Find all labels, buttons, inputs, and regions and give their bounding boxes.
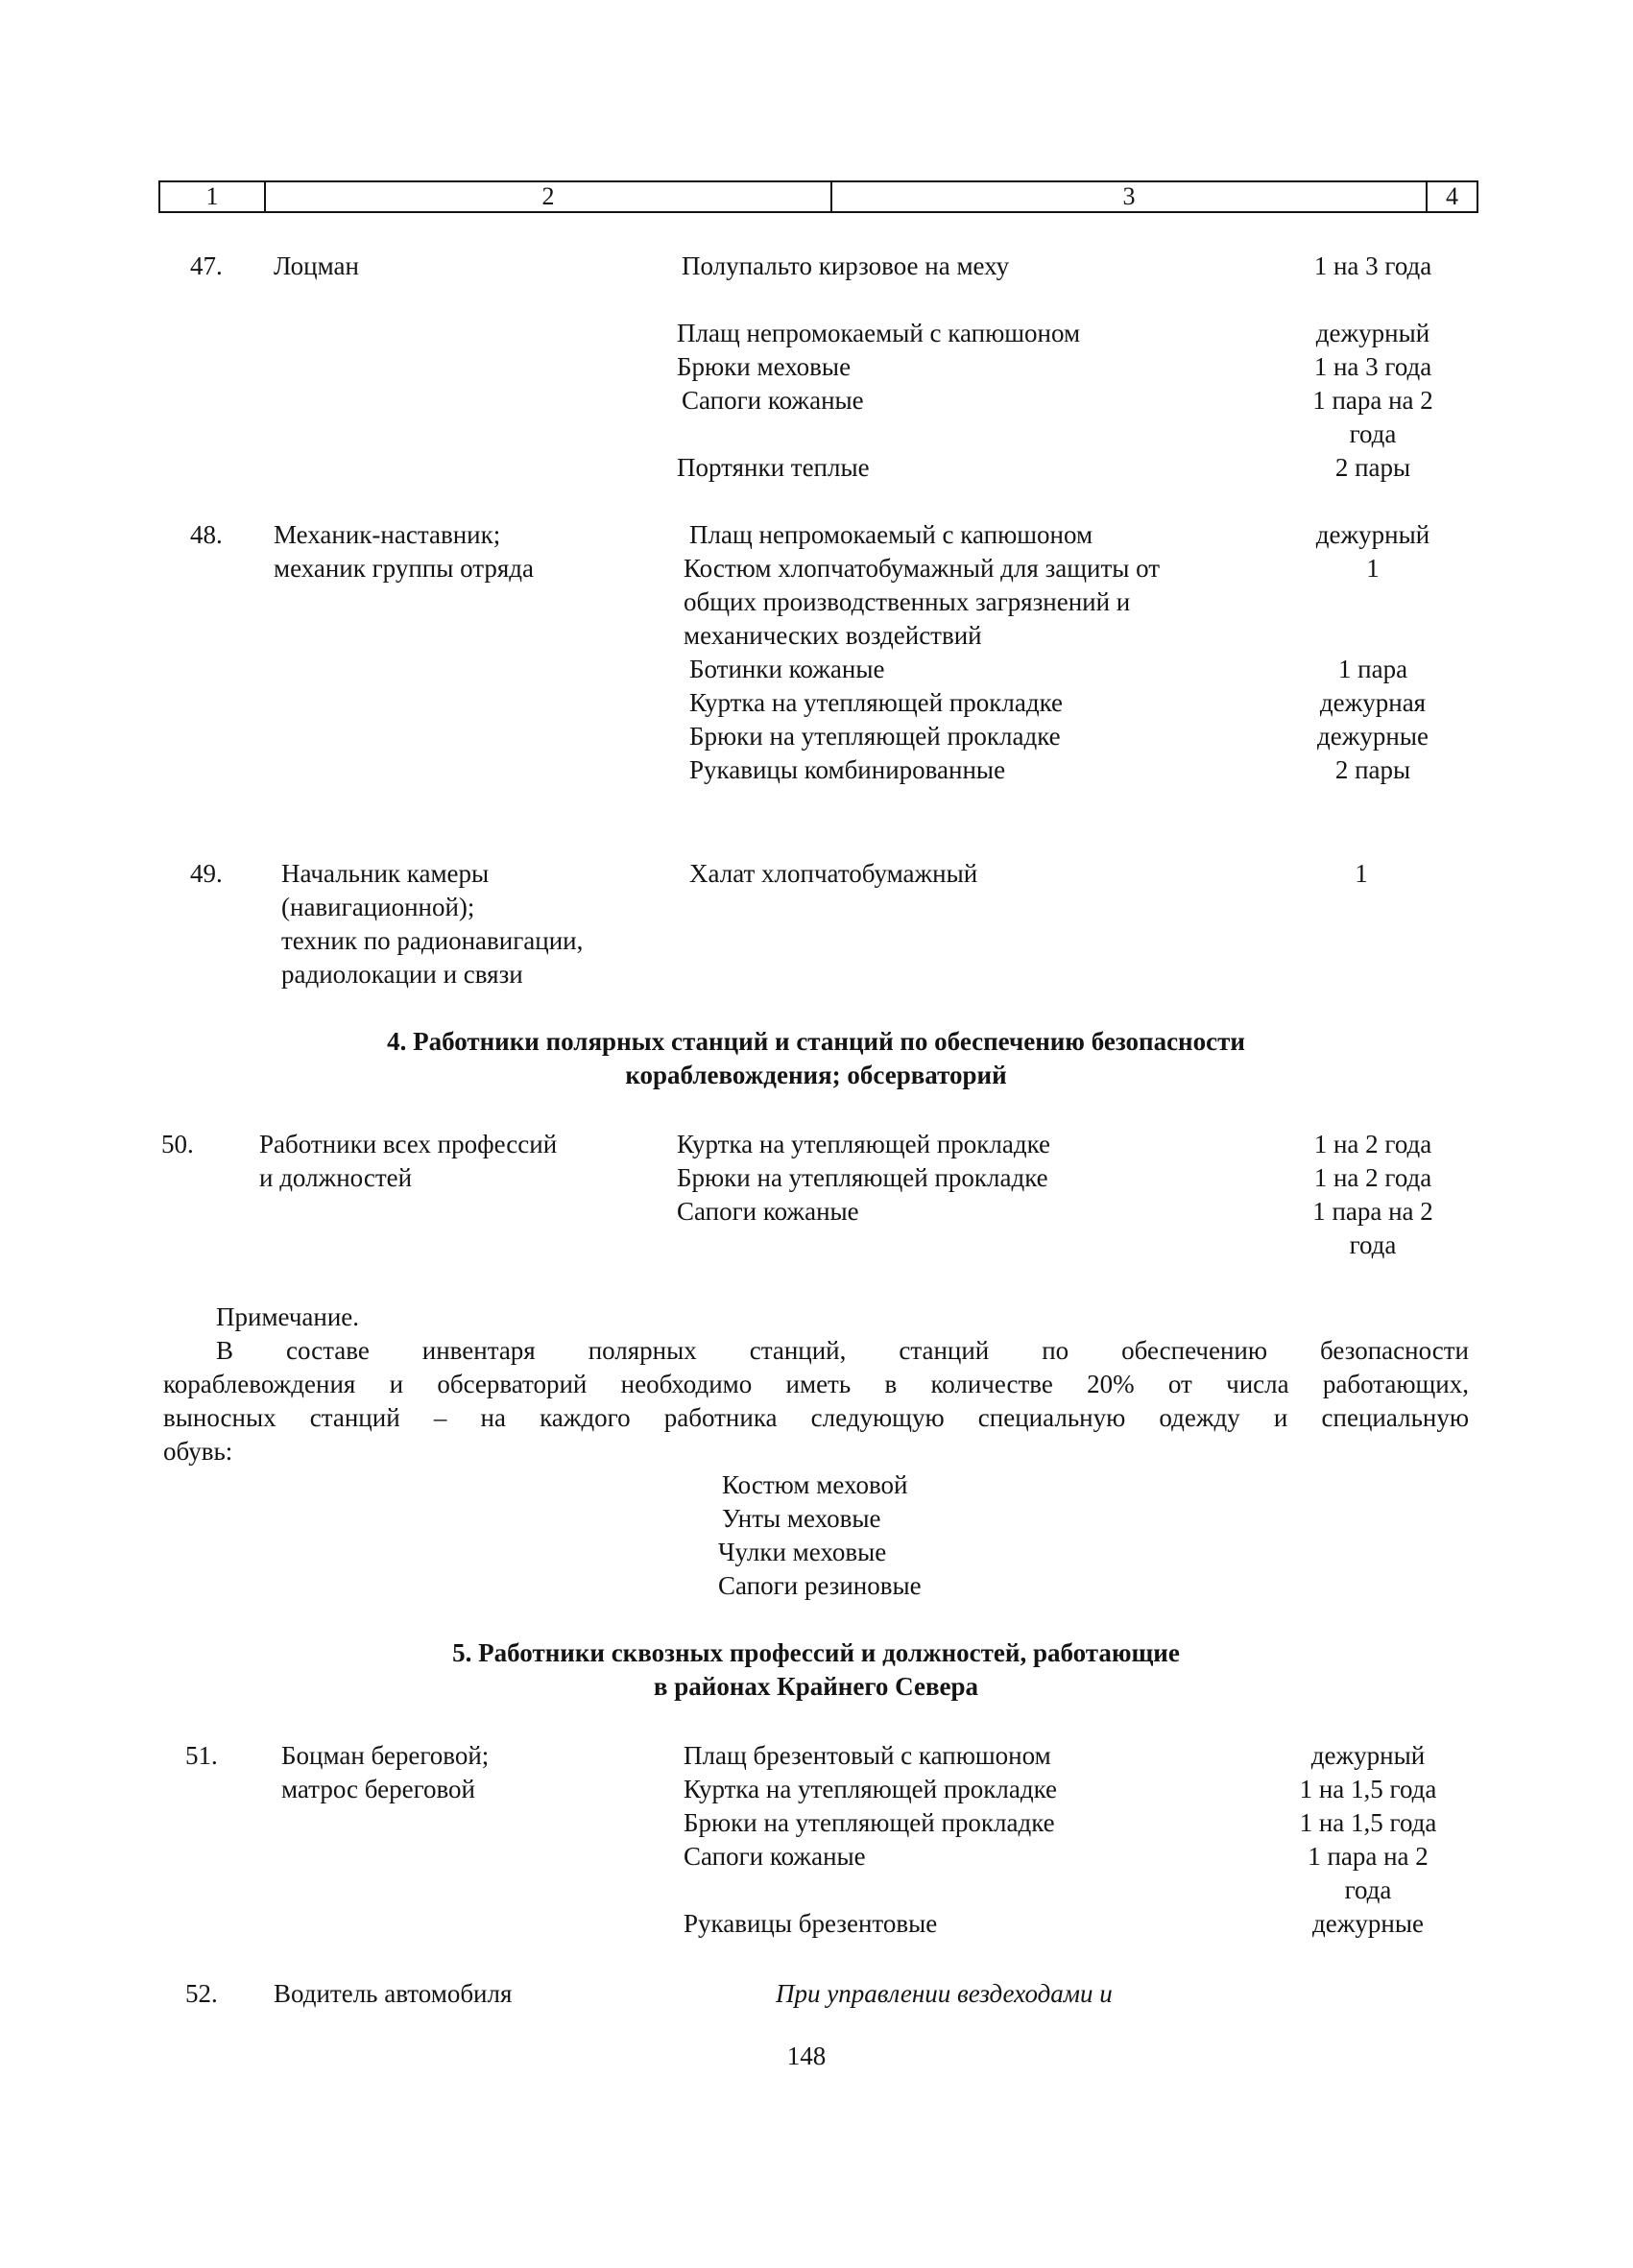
- note-title: Примечание.: [216, 1302, 360, 1331]
- item-norm-cont: года: [1344, 1875, 1392, 1904]
- entry-number: 47.: [190, 251, 223, 280]
- item-norm: 1 пара на 2: [1312, 386, 1433, 415]
- item-norm: дежурный: [1315, 319, 1430, 347]
- item-norm-cont: года: [1349, 419, 1397, 448]
- item-name: Брюки на утепляющей прокладке: [677, 1163, 1048, 1192]
- item-name: Брюки меховые: [677, 352, 852, 381]
- item-name: Брюки на утепляющей прокладке: [689, 722, 1061, 751]
- header-col-2: 2: [541, 182, 555, 210]
- item-name: Халат хлопчатобумажный: [689, 859, 978, 888]
- item-name: Рукавицы комбинированные: [689, 755, 1006, 784]
- position-title: Лоцман: [274, 251, 359, 280]
- item-norm: дежурные: [1312, 1909, 1424, 1938]
- entry-number: 49.: [190, 859, 223, 888]
- item-name: Сапоги кожаные: [677, 1197, 859, 1226]
- position-title-cont: и должностей: [259, 1163, 413, 1192]
- note-line: выносных станций – на каждого работника следующую специальную одежду и специальную: [163, 1403, 1469, 1432]
- position-title: Механик-наставник;: [274, 520, 501, 549]
- item-name-cont: механических воздействий: [684, 621, 982, 650]
- note-list-item: Сапоги резиновые: [718, 1571, 922, 1600]
- item-norm: 1 на 2 года: [1313, 1130, 1432, 1158]
- position-title: Начальник камеры: [281, 859, 490, 888]
- item-name: Полупальто кирзовое на меху: [682, 251, 1010, 280]
- item-name: Куртка на утепляющей прокладке: [684, 1775, 1058, 1803]
- note-line: кораблевождения и обсерваторий необходимо иметь в количестве 20% от числа работающих,: [163, 1370, 1469, 1398]
- position-title-cont: техник по радионавигации,: [281, 926, 584, 955]
- item-norm: 1 на 1,5 года: [1299, 1808, 1437, 1837]
- header-col-3: 3: [1122, 182, 1136, 210]
- item-name: Плащ непромокаемый с капюшоном: [689, 520, 1093, 549]
- note-list-item: Костюм меховой: [722, 1470, 908, 1499]
- section-5-heading-cont: в районах Крайнего Севера: [653, 1672, 979, 1701]
- item-name: Сапоги кожаные: [684, 1842, 866, 1871]
- item-norm: 2 пары: [1334, 755, 1411, 784]
- note-list-item: Чулки меховые: [718, 1538, 887, 1566]
- note-line: обувь:: [163, 1437, 233, 1466]
- item-name: Ботинки кожаные: [689, 655, 885, 683]
- item-norm-cont: года: [1349, 1230, 1397, 1259]
- section-4-heading-cont: кораблевождения; обсерваторий: [625, 1061, 1007, 1089]
- section-5-heading: 5. Работники сквозных профессий и должностей, работающие: [452, 1638, 1180, 1667]
- item-norm: 1 пара на 2: [1312, 1197, 1433, 1226]
- note-line: В составе инвентаря полярных станций, станций по обеспечению безопасности: [216, 1336, 1469, 1365]
- item-norm: дежурный: [1315, 520, 1430, 549]
- position-title: Водитель автомобиля: [274, 1979, 513, 2008]
- entry-number: 51.: [185, 1741, 218, 1770]
- entry-number: 50.: [161, 1130, 194, 1158]
- header-col-4: 4: [1446, 182, 1458, 210]
- item-norm: 1 на 1,5 года: [1299, 1775, 1437, 1803]
- position-title: Работники всех профессий: [259, 1130, 558, 1158]
- item-name: Плащ непромокаемый с капюшоном: [677, 319, 1081, 347]
- item-norm: 1 пара на 2: [1308, 1842, 1429, 1871]
- page-number: 148: [786, 2041, 827, 2070]
- position-title: Боцман береговой;: [281, 1741, 490, 1770]
- item-norm: дежурная: [1319, 688, 1427, 717]
- section-4-heading: 4. Работники полярных станций и станций по обеспечению безопасности: [387, 1027, 1245, 1056]
- item-norm: 1: [1366, 554, 1380, 583]
- item-name: Костюм хлопчатобумажный для защиты от: [684, 554, 1161, 583]
- item-norm: 2 пары: [1334, 453, 1411, 482]
- item-name: Куртка на утепляющей прокладке: [689, 688, 1064, 717]
- item-name: Брюки на утепляющей прокладке: [684, 1808, 1055, 1837]
- item-norm: 1 на 3 года: [1313, 352, 1432, 381]
- entry-number: 48.: [190, 520, 223, 549]
- position-title-cont: механик группы отряда: [274, 554, 535, 583]
- item-name: Портянки теплые: [677, 453, 870, 482]
- header-col-1: 1: [205, 182, 219, 210]
- item-norm: 1 пара: [1337, 655, 1408, 683]
- entry-number: 52.: [185, 1979, 218, 2008]
- position-title-cont: матрос береговой: [281, 1775, 475, 1803]
- item-name: Сапоги кожаные: [682, 386, 864, 415]
- position-title-cont: радиолокации и связи: [281, 960, 523, 989]
- item-name: Плащ брезентовый с капюшоном: [684, 1741, 1051, 1770]
- item-norm: 1 на 3 года: [1313, 251, 1432, 280]
- item-norm: 1 на 2 года: [1313, 1163, 1432, 1192]
- item-name-cont: общих производственных загрязнений и: [684, 587, 1131, 616]
- note-list-item: Унты меховые: [722, 1504, 881, 1533]
- item-norm: дежурные: [1317, 722, 1429, 751]
- table-header: [158, 180, 1478, 213]
- item-norm: 1: [1355, 859, 1368, 888]
- item-norm: дежурный: [1310, 1741, 1426, 1770]
- item-note: При управлении вездеходами и: [776, 1979, 1113, 2008]
- position-title-cont: (навигационной);: [281, 893, 475, 921]
- item-name: Куртка на утепляющей прокладке: [677, 1130, 1051, 1158]
- item-name: Рукавицы брезентовые: [684, 1909, 938, 1938]
